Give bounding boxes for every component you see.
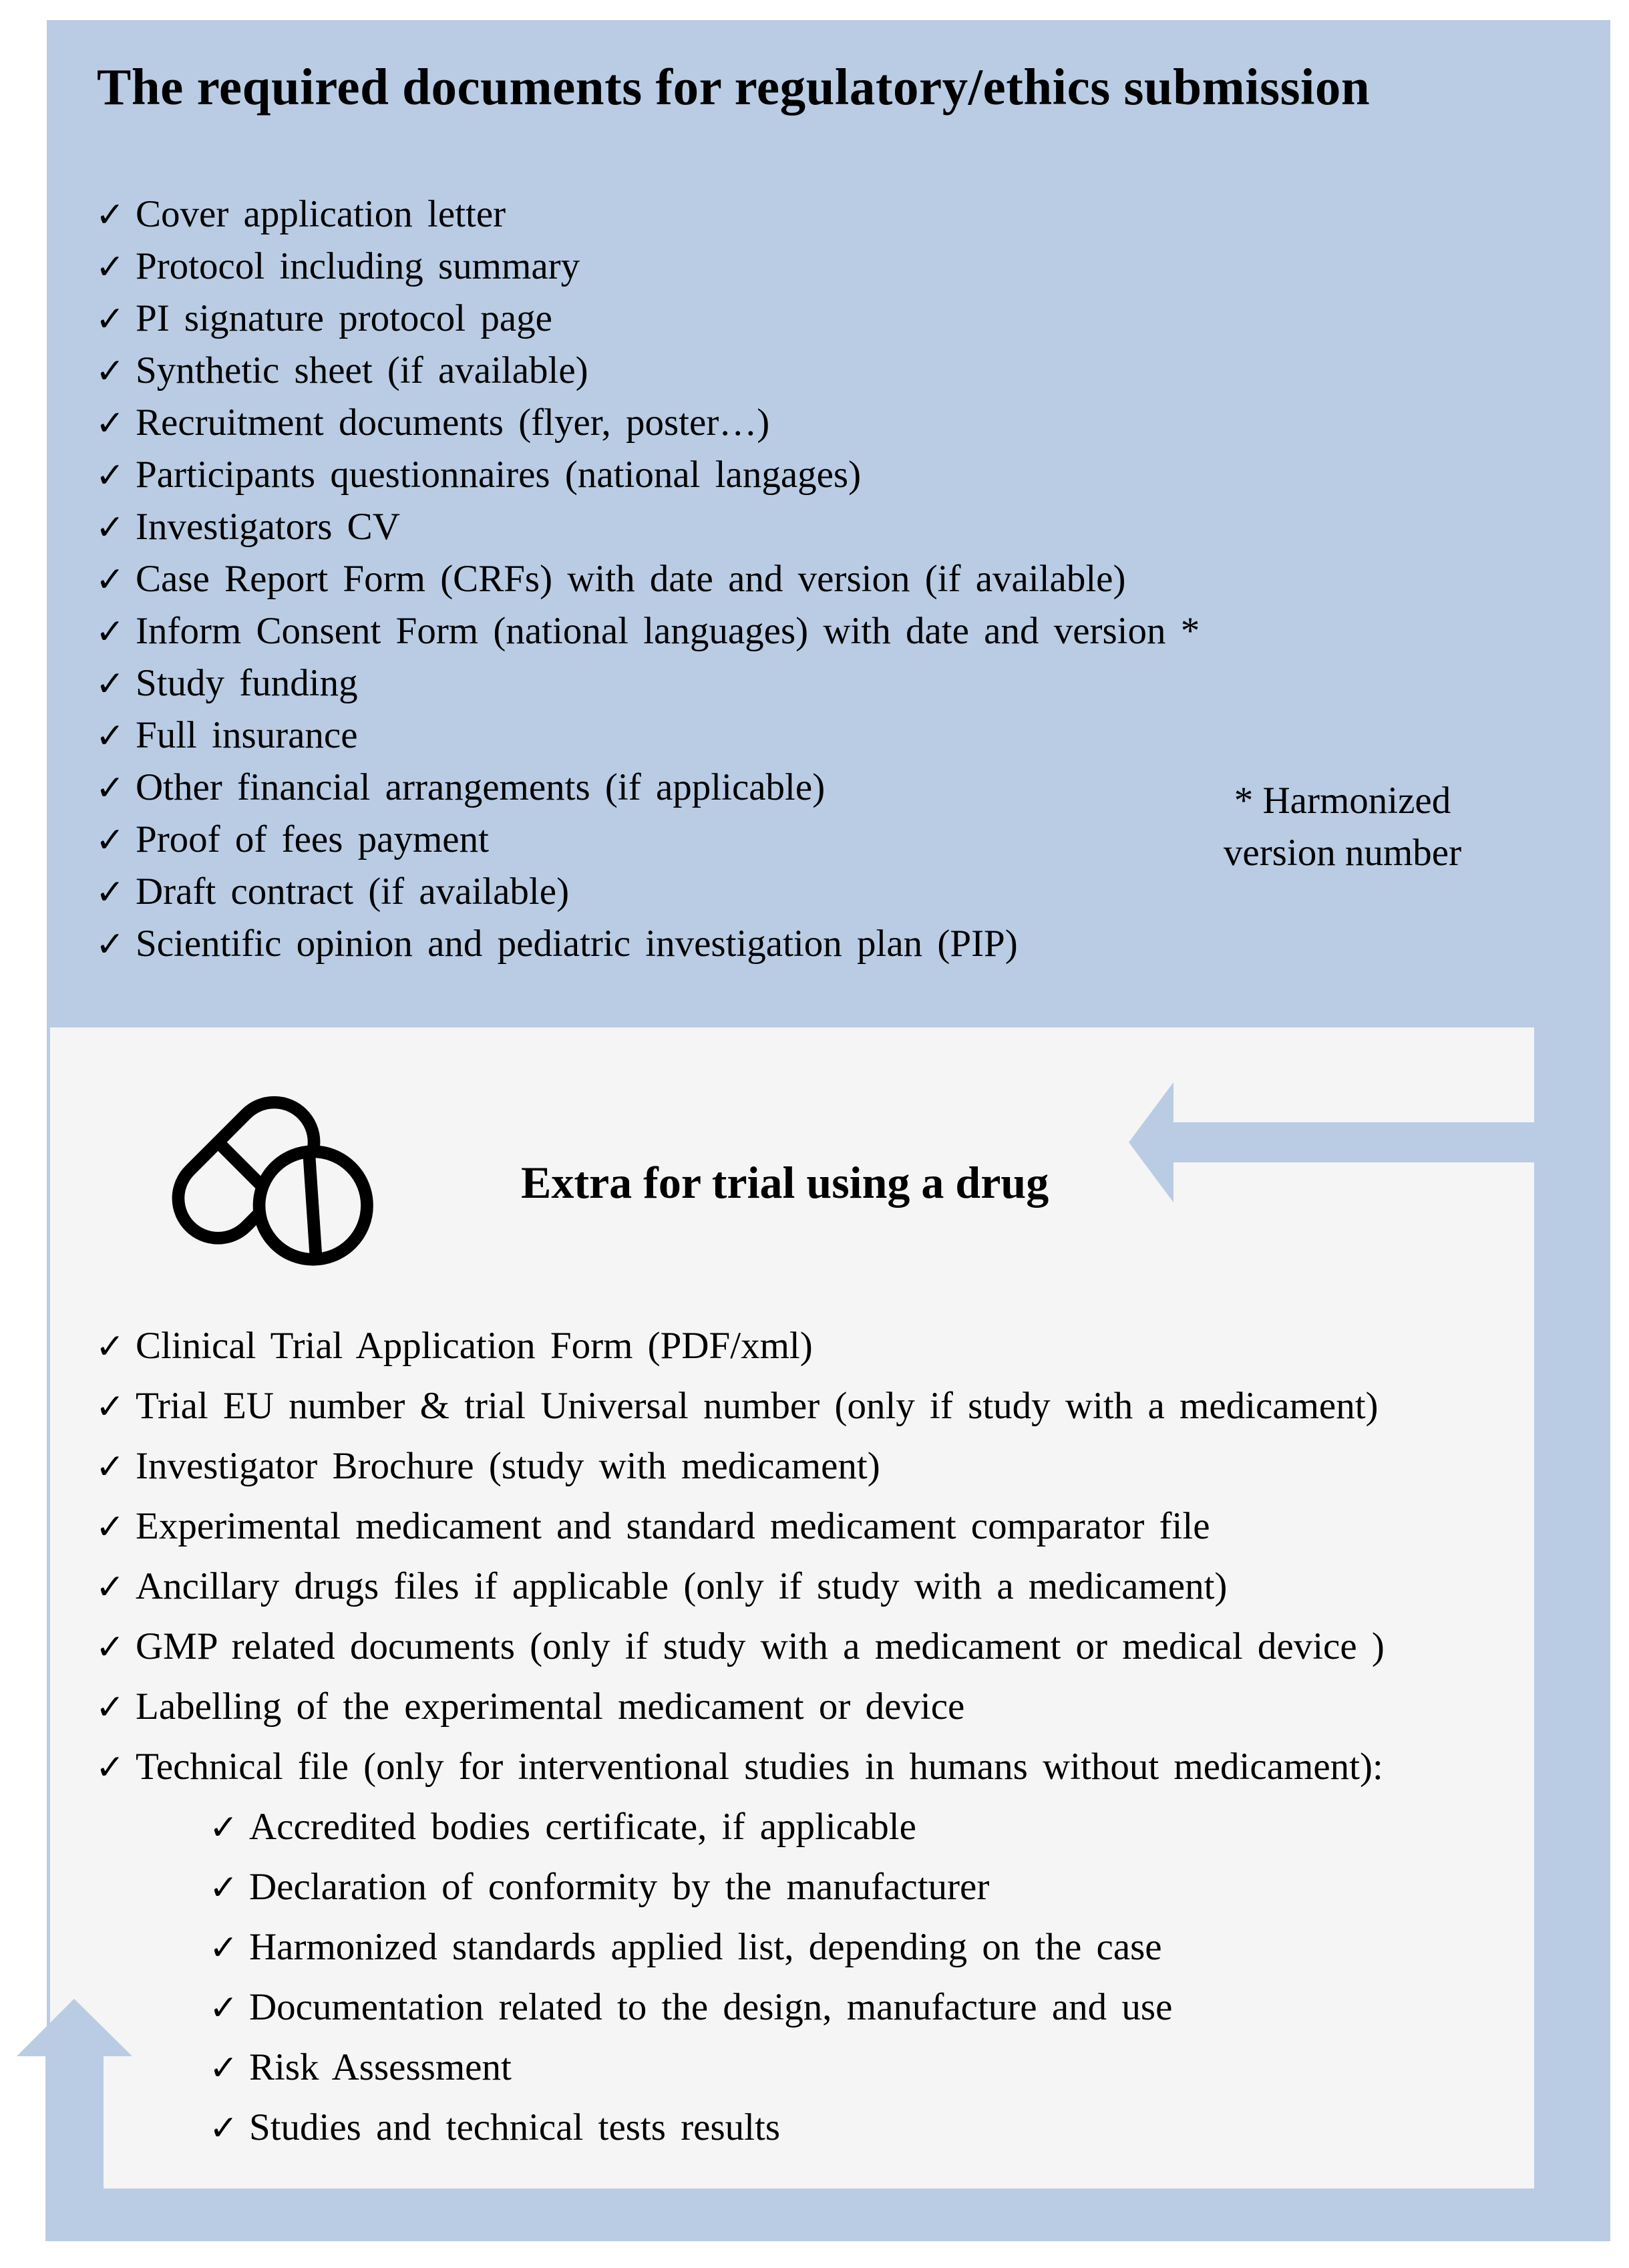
list-item: ✓ Declaration of conformity by the manufacturer [209,1857,1172,1917]
check-icon: ✓ [96,351,125,391]
list-item: ✓ Other financial arrangements (if applicable) [96,762,1200,814]
check-icon: ✓ [96,403,125,444]
check-icon: ✓ [96,1327,125,1367]
list-item: ✓ Experimental medicament and standard medicament comparator file [96,1496,1385,1557]
check-icon: ✓ [96,1447,125,1487]
check-icon: ✓ [209,1988,238,2028]
check-icon: ✓ [96,1748,125,1788]
list-item: ✓ PI signature protocol page [96,293,1200,345]
check-icon: ✓ [209,2108,238,2148]
check-icon: ✓ [96,1387,125,1427]
check-icon: ✓ [96,508,125,548]
required-documents-list [96,188,1200,970]
footnote-harmonized-version [1196,775,1489,879]
list-item: ✓ Trial EU number & trial Universal number (only if study with a medicament) [96,1376,1385,1436]
list-item: ✓ Case Report Form (CRFs) with date and version (if available) [96,553,1200,605]
check-icon: ✓ [209,1868,238,1908]
list-item: ✓ Technical file (only for interventional studies in humans without medicament): [96,1737,1385,1797]
check-icon: ✓ [209,1808,238,1848]
check-icon: ✓ [96,820,125,860]
footnote-line-1: * Harmonized [1234,780,1451,822]
check-icon: ✓ [96,768,125,808]
list-item: ✓ Clinical Trial Application Form (PDF/xml) [96,1316,1385,1376]
list-item: ✓ Documentation related to the design, manufacture and use [209,1977,1172,2038]
list-item: ✓ Draft contract (if available) [96,866,1200,918]
list-item: ✓ Investigator Brochure (study with medicament) [96,1436,1385,1496]
check-icon: ✓ [96,872,125,913]
drug-section-title: Extra for trial using a drug [521,1157,1049,1208]
check-icon: ✓ [96,664,125,704]
check-icon: ✓ [96,299,125,339]
list-item: ✓ Risk Assessment [209,2038,1172,2098]
check-icon: ✓ [96,247,125,287]
footnote-line-2: version number [1223,832,1462,874]
list-item: ✓ Cover application letter [96,188,1200,240]
check-icon: ✓ [96,456,125,496]
list-item: ✓ Investigators CV [96,501,1200,553]
list-item: ✓ Proof of fees payment [96,814,1200,866]
drug-documents-list [96,1316,1385,1797]
list-item: ✓ Recruitment documents (flyer, poster…) [96,397,1200,449]
check-icon: ✓ [96,925,125,965]
check-icon: ✓ [96,612,125,652]
list-item: ✓ Inform Consent Form (national languages) with date and version * [96,605,1200,657]
check-icon: ✓ [96,195,125,235]
list-item: ✓ Harmonized standards applied list, depending on the case [209,1917,1172,1977]
list-item: ✓ Ancillary drugs files if applicable (only if study with a medicament) [96,1557,1385,1617]
check-icon: ✓ [96,1627,125,1667]
check-icon: ✓ [96,716,125,756]
list-item: ✓ Scientific opinion and pediatric investigation plan (PIP) [96,918,1200,970]
list-item: ✓ GMP related documents (only if study with a medicament or medical device ) [96,1617,1385,1677]
list-item: ✓ Labelling of the experimental medicament or device [96,1677,1385,1737]
check-icon: ✓ [96,1567,125,1607]
check-icon: ✓ [96,1687,125,1728]
check-icon: ✓ [209,2048,238,2088]
list-item: ✓ Full insurance [96,709,1200,762]
list-item: ✓ Accredited bodies certificate, if applicable [209,1797,1172,1857]
check-icon: ✓ [209,1928,238,1968]
check-icon: ✓ [96,1507,125,1547]
pill-capsule-tablet-icon [157,1062,384,1269]
list-item: ✓ Participants questionnaires (national langages) [96,449,1200,501]
list-item: ✓ Studies and technical tests results [209,2098,1172,2158]
list-item: ✓ Synthetic sheet (if available) [96,345,1200,397]
list-item: ✓ Study funding [96,657,1200,709]
technical-file-sublist [209,1797,1172,2158]
check-icon: ✓ [96,560,125,600]
page-title: The required documents for regulatory/ethics submission [97,58,1371,116]
list-item: ✓ Protocol including summary [96,240,1200,293]
